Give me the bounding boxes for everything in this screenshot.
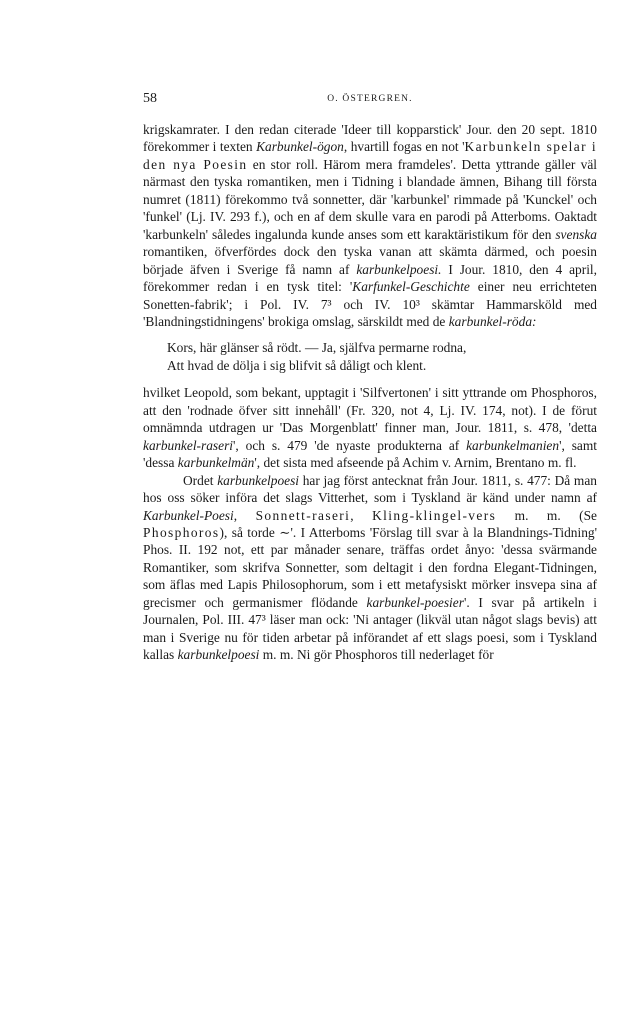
paragraph-2: hvilket Leopold, som bekant, upptagit i 'Silfvertonen' i sitt yttrande om Phosphoros, att den 'rodnade öfver sitt innehåll' (Fr. 320, not 4, Lj. IV. 174, not). I de förut omnämnda utdragen ur 'Das Morgenblatt' finner man, Jour. 1811, s. 478, 'detta karbunkel-raseri', och s. 479 'de nyaste produkterna af karbunkelmanien', samt 'dessa karbunkelmän', det sista med afseende på Achim v. Arnim, Brentano m. fl. xyxy=(143,385,597,471)
paragraph-3: Ordet karbunkelpoesi har jag först antecknat från Jour. 1811, s. 477: Då man hos oss söker införa det slags Vitterhet, som i Tyskland är känd under namn af Karbunkel-Poesi, Sonnett-raseri, Kling-klingel-vers m. m. (Se Phosphoros), så torde ∼'. I Atterboms 'Förslag till svar à la Blandnings-Tidning' Phos. II. 192 not, ett par månader senare, träffas ordet ånyo: 'dessa svärmande Romantiker, som skrifva Sonnetter, som deltagit i den fordna Elegant-Tidningen, som äflas med Lapis Philosophorum, som i ett metafysiskt mörker insvepa sina af grecismer och germanismer flödande karbunkel-poesier'. I svar på artikeln i Journalen, Pol. III. 47³ läser man ock: 'Ni antager (likväl utan något slags bevis) att man i Sverige nu för tiden arbetar på införandet af ett slags poesi, som i Tyskland kallas karbunkelpoesi m. m. Ni gör Phosphoros till nederlaget för xyxy=(143,472,597,663)
page-header xyxy=(143,91,597,109)
verse-quote xyxy=(167,339,597,374)
body-text xyxy=(143,121,597,664)
running-head: O. ÖSTERGREN. xyxy=(327,94,413,104)
verse-line: Kors, här glänser så rödt. — Ja, själfva permarne rodna, xyxy=(167,340,467,356)
page-number: 58 xyxy=(143,91,157,106)
verse-line: Att hvad de dölja i sig blifvit så dåligt och klent. xyxy=(167,357,427,373)
paragraph-1: krigskamrater. I den redan citerade 'Ideer till kopparstick' Jour. den 20 sept. 1810 förekommer i texten Karbunkel-ögon, hvartill fogas en not 'Karbunkeln spelar i den nya Poesin en stor roll. Härom mera framdeles'. Detta yttrande gäller väl närmast den tyska romantiken, men i Tidning i blandade ämnen, Bihang till första numret (1811) förekommo två sonnetter, där 'karbunkel' rimmade på 'Kunckel' och 'funkel' (Lj. IV. 293 f.), och en af dem skulle vara en parodi på Atterboms. Oaktadt 'karbunkeln' således ingalunda kunde anses som ett karaktäristikum för den svenska romantiken, öfverfördes dock den tyska vanan att skämta därmed, och poesin började äfven i Sverige få namn af karbunkelpoesi. I Jour. 1810, den 4 april, förekommer redan i en tysk titel: 'Karfunkel-Geschichte einer neu errichteten Sonetten-fabrik'; i Pol. IV. 7³ och IV. 10³ skämtar Hammarsköld med 'Blandningstidningens' brokiga omslag, särskildt med de karbunkel-röda: xyxy=(143,122,597,329)
